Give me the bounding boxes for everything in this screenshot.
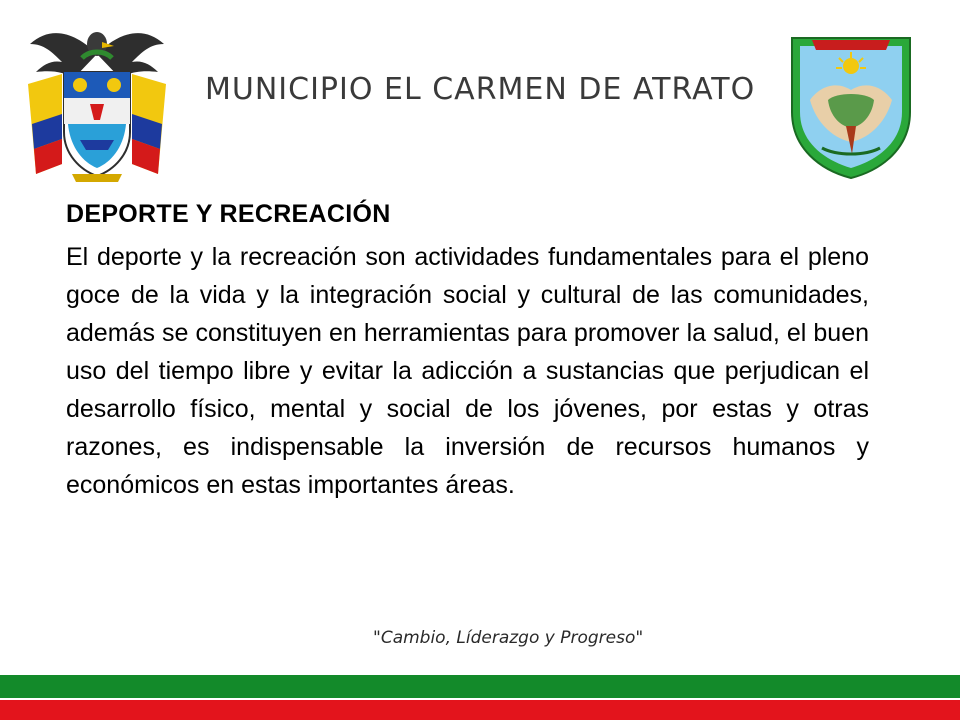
el-carmen-de-atrato-shield-logo (782, 30, 920, 180)
slogan-text: "Cambio, Líderazgo y Progreso" (373, 628, 644, 648)
section-heading: DEPORTE Y RECREACIÓN (66, 200, 391, 228)
colombia-coat-of-arms-logo (22, 14, 172, 186)
municipality-title: MUNICIPIO EL CARMEN DE ATRATO (205, 72, 756, 107)
footer-red-stripe (0, 700, 960, 720)
footer-green-stripe (0, 675, 960, 698)
body-paragraph: El deporte y la recreación son actividades fundamentales para el pleno goce de la vida y la integración social y cultural de las comunidades, además se constituyen en herramientas para promover la salud, el buen uso del tiempo libre y evitar la adicción a sustancias que perjudican el desarrollo físico, mental y social de los jóvenes, por estas y otras razones, es indispensable la inversión de recursos humanos y económicos en estas importantes áreas. (66, 243, 869, 499)
